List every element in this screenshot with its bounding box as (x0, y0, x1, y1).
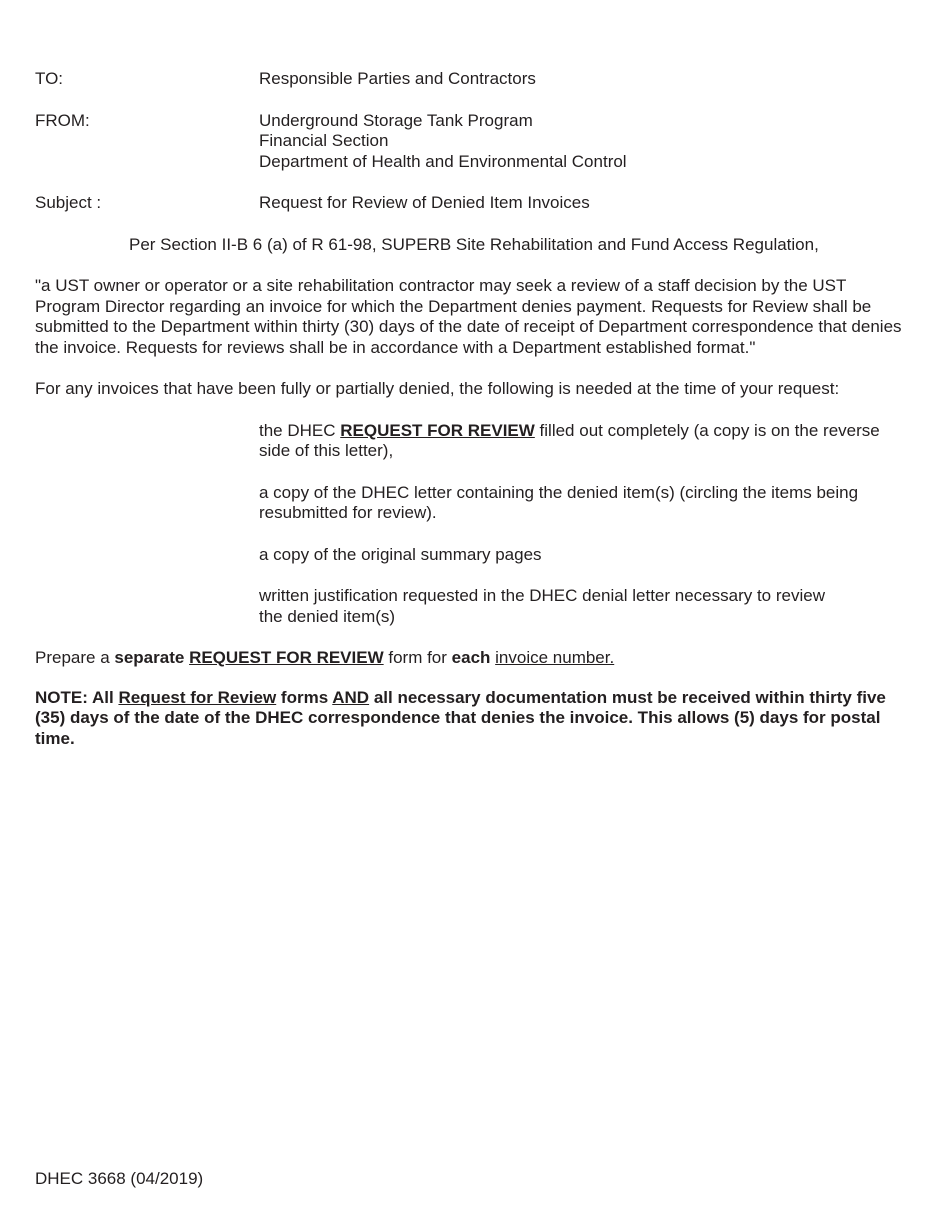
prepare-t2: separate (114, 648, 185, 667)
to-value: Responsible Parties and Contractors (259, 69, 536, 88)
letter-body (35, 69, 915, 749)
subject-value: Request for Review of Denied Item Invoices (259, 193, 590, 212)
item1-bold: REQUEST FOR REVIEW (340, 420, 535, 440)
from-line-3: Department of Health and Environmental Control (259, 151, 627, 171)
note-t3: forms (276, 687, 333, 707)
subject-row (35, 193, 915, 214)
item4-line2: the denied item(s) (259, 606, 396, 626)
prepare-t8: invoice number. (495, 648, 615, 667)
item1-post: filled out completely (a copy is on the reverse side of this letter), (259, 420, 880, 460)
item4-line1: written justification requested in the DHEC denial letter necessary to review (259, 586, 825, 605)
to-label: TO: (35, 69, 64, 88)
note-t2: Request for Review (118, 687, 277, 707)
prepare-t5: form for (383, 648, 452, 667)
from-label: FROM: (35, 110, 90, 130)
note-t1: NOTE: All (35, 687, 119, 707)
requirement-item-1 (259, 421, 915, 462)
note-t5: all necessary documentation must be received within thirty five (35) days of the date of the DHEC correspondence that denies the invoice. This allows (5) days for postal time. (35, 687, 886, 748)
subject-label: Subject : (35, 193, 102, 212)
note-t4: AND (332, 687, 370, 707)
to-row (35, 69, 915, 90)
from-line-1: Underground Storage Tank Program (259, 110, 533, 130)
requirement-item-3: a copy of the original summary pages (259, 544, 542, 564)
prepare-paragraph (35, 648, 915, 669)
note-paragraph (35, 688, 915, 750)
regulation-quote: "a UST owner or operator or a site rehabilitation contractor may seek a review of a staff decision by the UST Program Director regarding an invoice for which the Department denies payment. Requests for Review shall be submitted to the Department within thirty (30) days of the date of receipt of Department correspondence that denies the invoice. Requests for reviews shall be in accordance with a Department established format." (35, 276, 902, 357)
intro-paragraph: Per Section II-B 6 (a) of R 61-98, SUPERB Site Rehabilitation and Fund Access Regulation, (129, 234, 819, 254)
requirement-item-2: a copy of the DHEC letter containing the denied item(s) (circling the items being resubmitted for review). (259, 482, 859, 522)
form-number-footer: DHEC 3668 (04/2019) (35, 1169, 204, 1188)
from-line-2: Financial Section (259, 131, 389, 150)
item1-pre: the DHEC (259, 420, 341, 440)
needed-paragraph: For any invoices that have been fully or partially denied, the following is needed at the time of your request: (35, 379, 840, 398)
requirement-item-4 (259, 586, 915, 627)
from-row (35, 111, 915, 173)
prepare-t4: REQUEST FOR REVIEW (189, 648, 384, 667)
prepare-t6: each (451, 648, 491, 667)
prepare-t1: Prepare a (35, 648, 115, 667)
